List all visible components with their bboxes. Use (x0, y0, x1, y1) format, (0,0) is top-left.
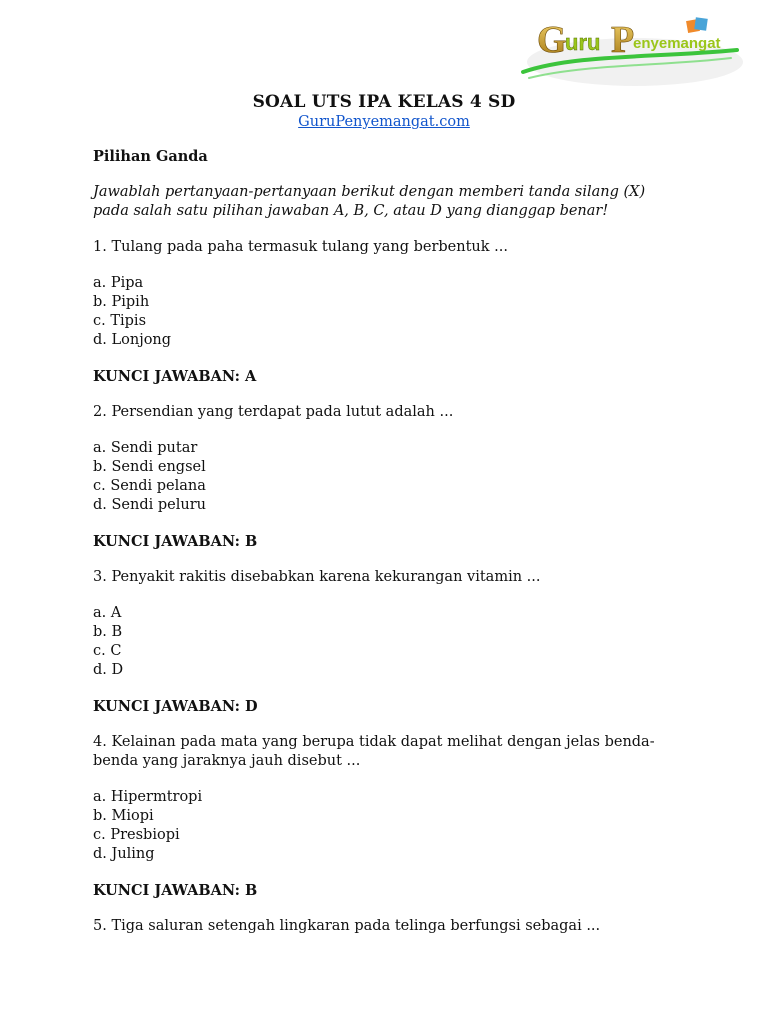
option-list (93, 788, 673, 864)
svg-text:P: P (611, 19, 635, 61)
document-title: SOAL UTS IPA KELAS 4 SD (252, 92, 516, 112)
svg-text:enyemangat: enyemangat (633, 35, 721, 52)
question-4 (93, 733, 673, 900)
option-a: a. Pipa (93, 275, 144, 291)
option-d: d. Juling (93, 846, 155, 862)
option-list (93, 274, 673, 350)
answer-key: KUNCI JAWABAN: B (93, 533, 258, 550)
question-text: 1. Tulang pada paha termasuk tulang yang berbentuk ... (93, 239, 508, 255)
option-list (93, 439, 673, 515)
option-d: d. Lonjong (93, 332, 172, 348)
option-c: c. Sendi pelana (93, 478, 206, 494)
option-c: c. C (93, 643, 122, 659)
answer-key: KUNCI JAWABAN: B (93, 882, 258, 899)
option-b: b. B (93, 624, 123, 640)
option-a: a. A (93, 605, 122, 621)
document-header (0, 92, 768, 130)
option-b: b. Pipih (93, 294, 150, 310)
option-b: b. Sendi engsel (93, 459, 206, 475)
section-heading: Pilihan Ganda (93, 148, 208, 165)
option-b: b. Miopi (93, 808, 154, 824)
logo-graphic (515, 14, 745, 94)
option-c: c. Presbiopi (93, 827, 180, 843)
guru-penyemangat-logo (515, 14, 745, 94)
question-3 (93, 568, 673, 716)
option-c: c. Tipis (93, 313, 147, 329)
website-link[interactable]: GuruPenyemangat.com (298, 114, 470, 130)
question-text: 3. Penyakit rakitis disebabkan karena kekurangan vitamin ... (93, 569, 541, 585)
answer-key: KUNCI JAWABAN: D (93, 698, 258, 715)
question-1 (93, 238, 673, 386)
answer-key: KUNCI JAWABAN: A (93, 368, 257, 385)
question-text: 4. Kelainan pada mata yang berupa tidak dapat melihat dengan jelas benda-benda yang jaraknya jauh disebut ... (93, 734, 655, 769)
option-a: a. Sendi putar (93, 440, 198, 456)
option-a: a. Hipermtropi (93, 789, 203, 805)
question-text: 5. Tiga saluran setengah lingkaran pada telinga berfungsi sebagai ... (93, 918, 601, 934)
question-2 (93, 403, 673, 551)
question-5 (93, 917, 673, 936)
svg-text:uru: uru (565, 30, 601, 55)
document-body (93, 147, 673, 953)
option-d: d. D (93, 662, 124, 678)
question-text: 2. Persendian yang terdapat pada lutut adalah ... (93, 404, 454, 420)
option-list (93, 604, 673, 680)
instruction-text: Jawablah pertanyaan-pertanyaan berikut dengan memberi tanda silang (X) pada salah satu pilihan jawaban A, B, C, atau D yang dianggap benar! (93, 184, 646, 219)
option-d: d. Sendi peluru (93, 497, 206, 513)
svg-text:G: G (537, 19, 567, 61)
